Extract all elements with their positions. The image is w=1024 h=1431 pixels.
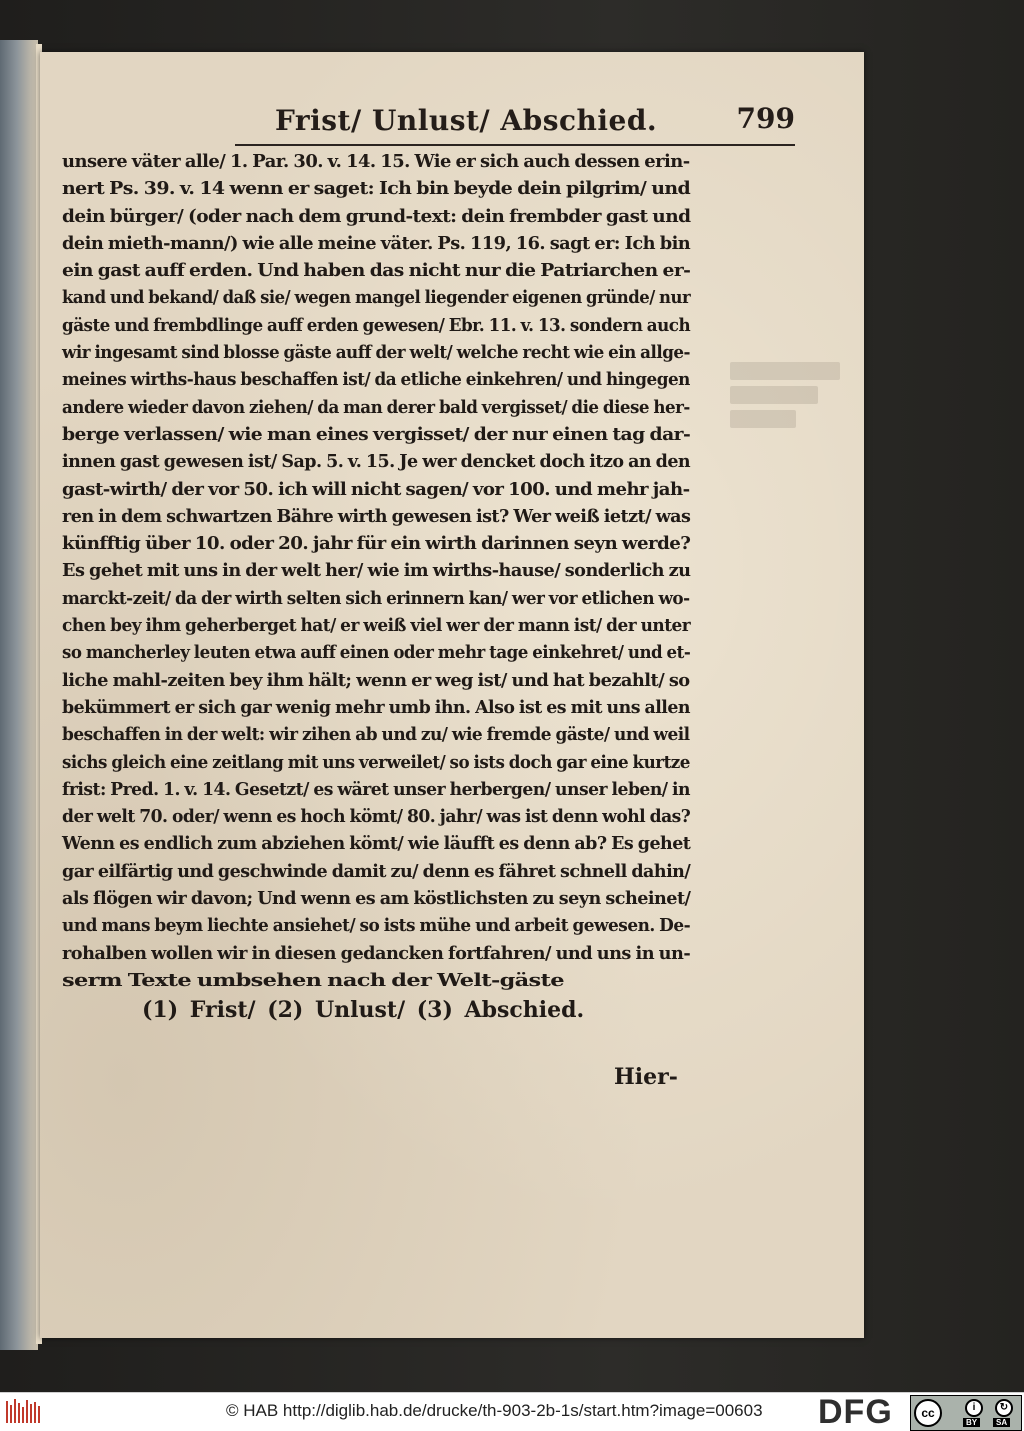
dfg-logo: DFG (818, 1393, 893, 1431)
text-line: so mancherley leuten etwa auff einen oder mehr tage einkehret/ und et- (62, 642, 691, 664)
text-line: kand und bekand/ daß sie/ wegen mangel liegender eigenen gründe/ nur (62, 287, 691, 309)
book-page (40, 52, 864, 1338)
source-link[interactable]: © HAB http://diglib.hab.de/drucke/th-903-2b-1s/start.htm?image=00603 (226, 1401, 763, 1420)
cc-icon: cc (914, 1399, 942, 1427)
page-number: 799 (736, 102, 795, 135)
text-line: sichs gleich eine zeitlang mit uns verweilet/ so ists doch gar eine kurtze (62, 751, 690, 773)
sa-label: SA (993, 1418, 1010, 1427)
text-line: künfftig über 10. oder 20. jahr für ein wirth darinnen seyn werde? (62, 533, 691, 555)
text-line: chen bey ihm geherberget hat/ er weiß viel wer der mann ist/ der unter (62, 615, 691, 637)
text-line: meines wirths-haus beschaffen ist/ da etliche einkehren/ und hingegen (62, 369, 690, 391)
body-text (62, 148, 690, 994)
text-line: gar eilfärtig und geschwinde damit zu/ denn es fähret schnell dahin/ (62, 860, 691, 882)
text-line: andere wieder davon ziehen/ da man derer bald vergisset/ die diese her- (62, 396, 690, 418)
text-line: unsere väter alle/ 1. Par. 30. v. 14. 15. Wie er sich auch dessen erin- (62, 151, 690, 172)
text-line: Es gehet mit uns in der welt her/ wie im wirths-hause/ sonderlich zu (62, 560, 691, 582)
text-line: als flögen wir davon; Und wenn es am köstlichsten zu seyn scheinet/ (62, 888, 691, 910)
cc-license-badge[interactable] (910, 1395, 1022, 1431)
text-line: und mans beym liechte ansiehet/ so ists mühe und arbeit gewesen. De- (62, 915, 691, 937)
text-line: bekümmert er sich gar wenig mehr umb ihn. Also ist es mit uns allen (62, 696, 690, 718)
text-line: nert Ps. 39. v. 14 wenn er saget: Ich bin beyde dein pilgrim/ und (62, 178, 691, 200)
text-line: rohalben wollen wir in diesen gedancken fortfahren/ und uns in un- (62, 942, 691, 964)
ink-showthrough (730, 362, 840, 452)
text-line: Wenn es endlich zum abziehen kömt/ wie läufft es denn ab? Es gehet (62, 833, 691, 855)
text-line: serm Texte umbsehen nach der Welt-gäste (62, 969, 564, 991)
catchword: Hier- (614, 1064, 678, 1090)
text-line: gäste und frembdlinge auff erden gewesen/ Ebr. 11. v. 13. sondern auch (62, 314, 691, 336)
viewer-footer (0, 1392, 1024, 1431)
text-line: marckt-zeit/ da der wirth selten sich erinnern kan/ wer vor etlichen wo- (62, 587, 690, 609)
text-line: berge verlassen/ wie man eines vergisset/ der nur einen tag dar- (62, 423, 691, 445)
text-line: ren in dem schwartzen Bähre wirth gewesen ist? Wer weiß ietzt/ was (62, 505, 691, 527)
text-line: beschaffen in der welt: wir zihen ab und zu/ wie fremde gäste/ und weil (62, 724, 690, 746)
text-line: wir ingesamt sind blosse gäste auff der welt/ welche recht wie ein allge- (62, 342, 690, 364)
text-line: frist: Pred. 1. v. 14. Gesetzt/ es wäret unser herbergen/ unser leben/ in (62, 778, 691, 800)
text-line: ein gast auff erden. Und haben das nicht nur die Patriarchen er- (62, 260, 691, 282)
text-line: gast-wirth/ der vor 50. ich will nicht sagen/ vor 100. und mehr jah- (62, 478, 690, 500)
share-alike-icon: ↻ (995, 1399, 1013, 1417)
by-label: BY (963, 1418, 980, 1427)
text-line: dein bürger/ (oder nach dem grund-text: dein frembder gast und (62, 205, 691, 227)
text-line: dein mieth-mann/) wie alle meine väter. Ps. 119, 16. sagt er: Ich bin (62, 232, 691, 254)
text-line: innen gast gewesen ist/ Sap. 5. v. 15. Je wer dencket doch itzo an den (62, 451, 691, 473)
text-line: der welt 70. oder/ wenn es hoch kömt/ 80. jahr/ was ist denn wohl das? (62, 806, 691, 828)
text-line: liche mahl-zeiten bey ihm hält; wenn er weg ist/ und hat bezahlt/ so (62, 669, 690, 691)
running-head (235, 100, 795, 146)
previous-page-edge (0, 40, 38, 1350)
hab-logo-icon (4, 1397, 44, 1427)
sermon-divisions: (1) Frist/ (2) Unlust/ (3) Abschied. (142, 997, 585, 1023)
attribution-icon: i (965, 1399, 983, 1417)
running-head-title: Frist/ Unlust/ Abschied. (275, 104, 658, 137)
